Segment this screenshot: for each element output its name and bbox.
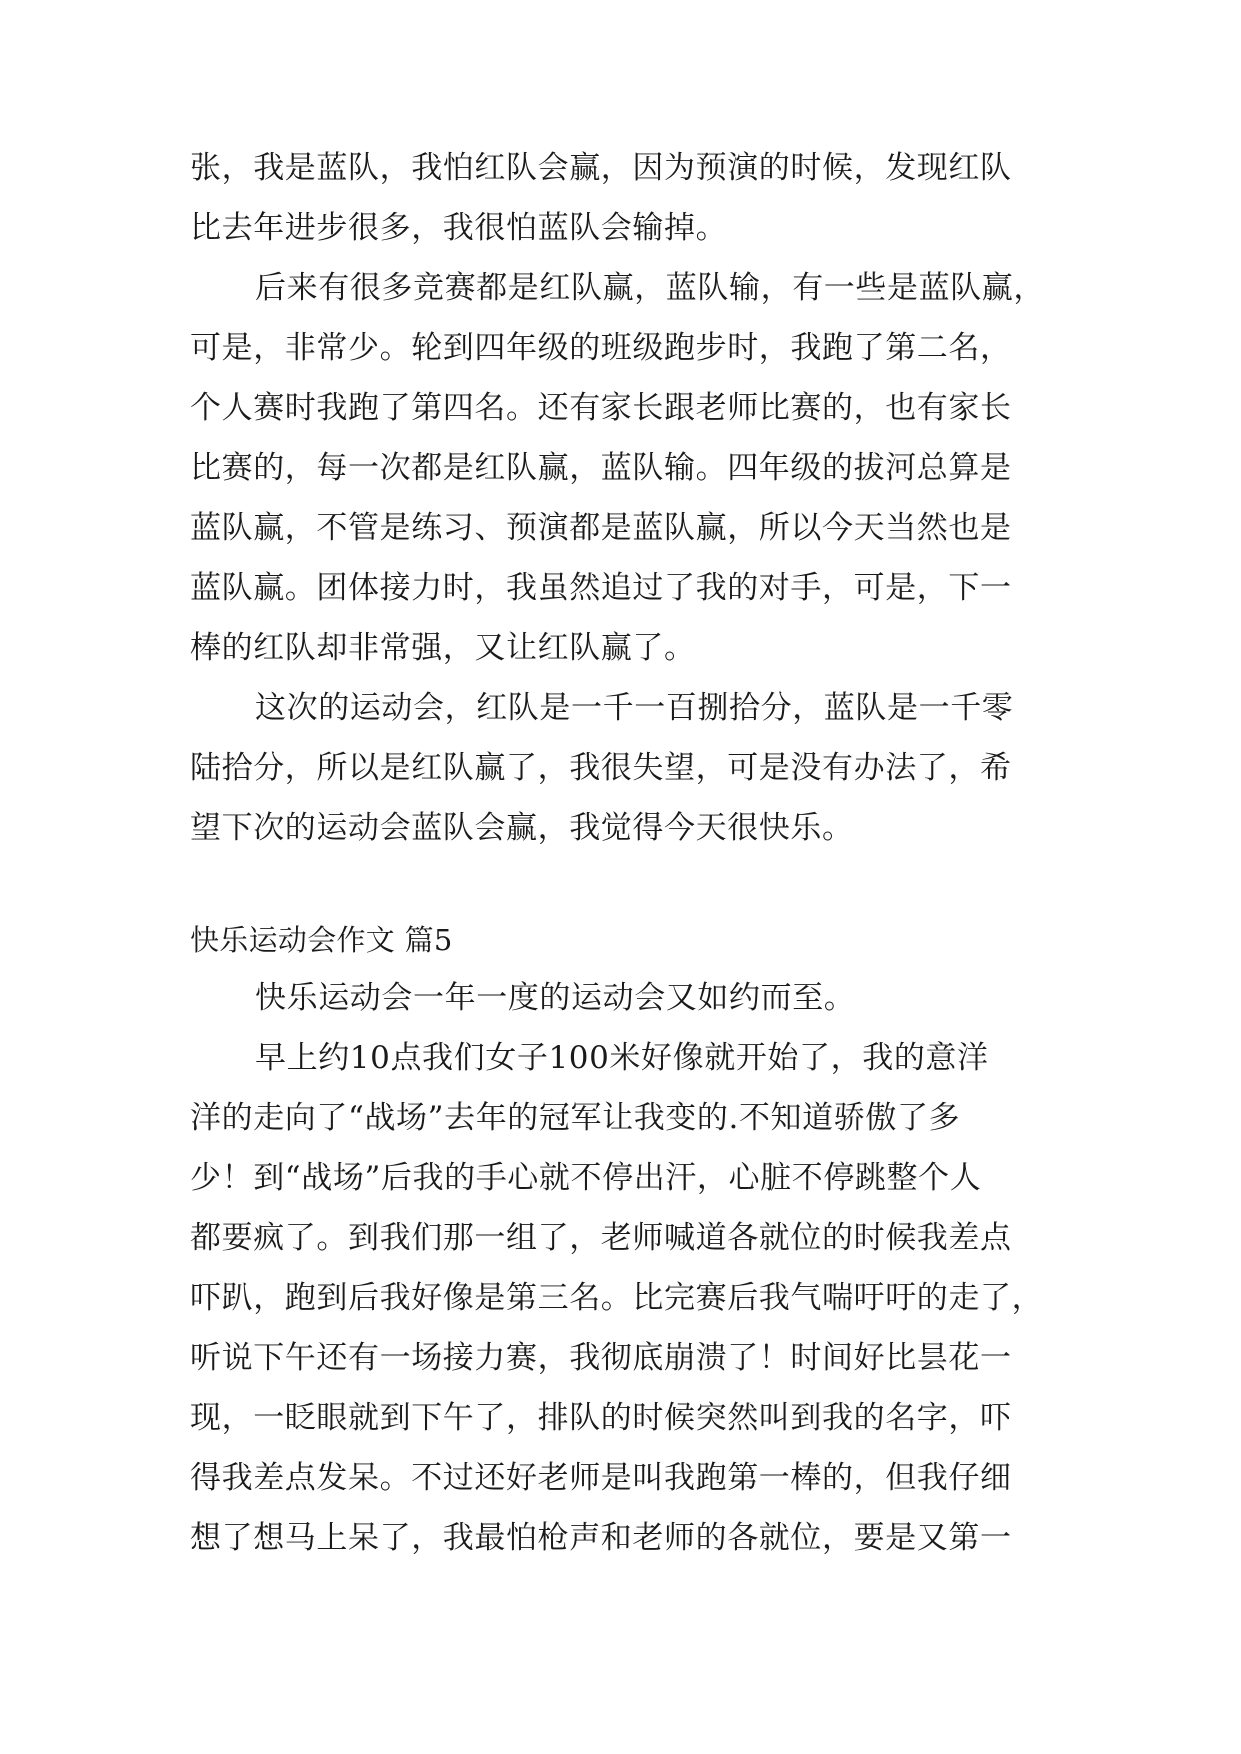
text-line: 比赛的，每一次都是红队赢，蓝队输。四年级的拔河总算是 <box>190 450 1012 486</box>
text-line: 比去年进步很多，我很怕蓝队会输掉。 <box>190 210 728 246</box>
section-heading: 快乐运动会作文 篇5 <box>190 923 453 957</box>
text-line: 吓趴，跑到后我好像是第三名。比完赛后我气喘吁吁的走了， <box>190 1280 1044 1316</box>
text-line: 蓝队赢，不管是练习、预演都是蓝队赢，所以今天当然也是 <box>190 510 1012 546</box>
text-line: 蓝队赢。团体接力时，我虽然追过了我的对手，可是，下一 <box>190 570 1012 606</box>
text-line: 棒的红队却非常强，又让红队赢了。 <box>190 630 696 666</box>
text-line: 后来有很多竞赛都是红队赢，蓝队输，有一些是蓝队赢， <box>255 270 1045 306</box>
text-line: 望下次的运动会蓝队会赢，我觉得今天很快乐。 <box>190 810 854 846</box>
text-line: 可是，非常少。轮到四年级的班级跑步时，我跑了第二名， <box>190 330 1012 366</box>
text-line: 洋的走向了“战场”去年的冠军让我变的.不知道骄傲了多 <box>190 1100 961 1136</box>
text-line: 快乐运动会一年一度的运动会又如约而至。 <box>255 980 856 1016</box>
text-line: 张，我是蓝队，我怕红队会赢，因为预演的时候，发现红队 <box>190 150 1012 186</box>
text-line: 少！到“战场”后我的手心就不停出汗，心脏不停跳整个人 <box>190 1160 982 1196</box>
text-line: 这次的运动会，红队是一千一百捌拾分，蓝队是一千零 <box>255 690 1014 726</box>
text-line: 现，一眨眼就到下午了，排队的时候突然叫到我的名字，吓 <box>190 1400 1012 1436</box>
text-line: 想了想马上呆了，我最怕枪声和老师的各就位，要是又第一 <box>190 1520 1012 1556</box>
text-line: 听说下午还有一场接力赛，我彻底崩溃了！时间好比昙花一 <box>190 1340 1012 1376</box>
text-line: 个人赛时我跑了第四名。还有家长跟老师比赛的，也有家长 <box>190 390 1012 426</box>
text-line: 都要疯了。到我们那一组了，老师喊道各就位的时候我差点 <box>190 1220 1012 1256</box>
text-line: 陆拾分，所以是红队赢了，我很失望，可是没有办法了，希 <box>190 750 1012 786</box>
text-line: 得我差点发呆。不过还好老师是叫我跑第一棒的，但我仔细 <box>190 1460 1012 1496</box>
text-line: 早上约10点我们女子100米好像就开始了，我的意洋 <box>255 1040 989 1076</box>
